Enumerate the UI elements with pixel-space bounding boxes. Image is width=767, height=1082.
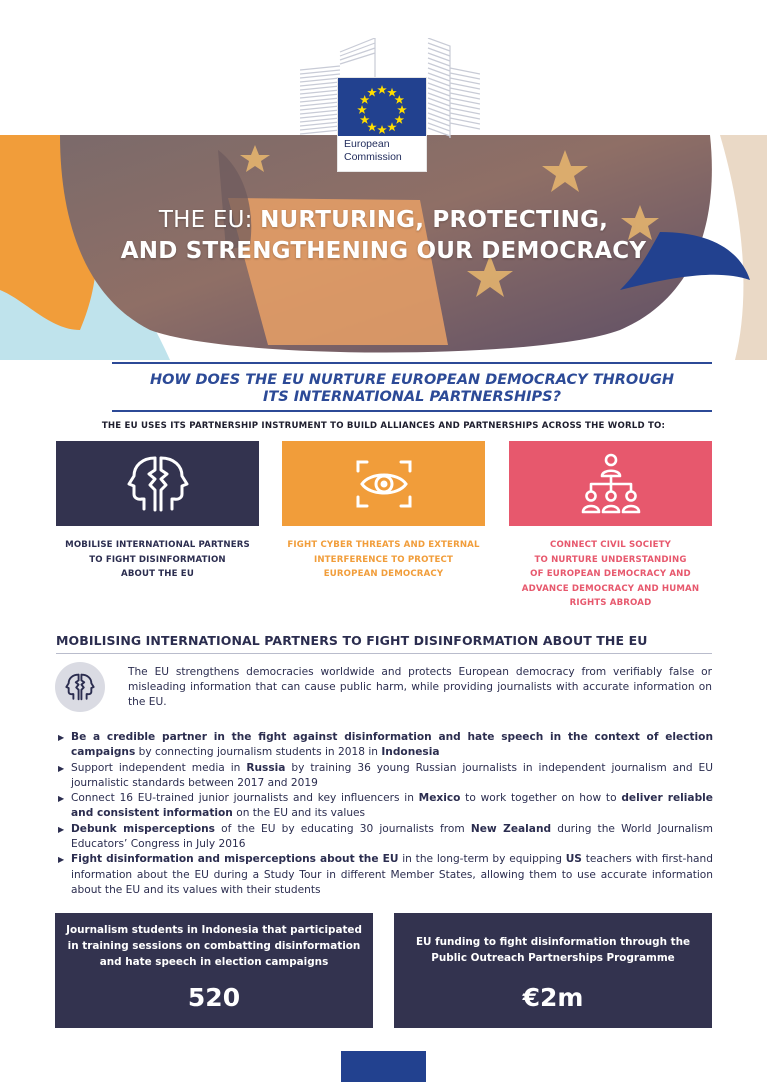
- mobilising-bullet-list: [58, 730, 713, 898]
- bullet-item: [58, 822, 713, 853]
- stat-indonesia-students: [55, 913, 373, 1028]
- european-commission-logo: [338, 78, 426, 171]
- bullet-bold-text: Indonesia: [381, 746, 440, 759]
- stat-value: €2m: [522, 983, 584, 1012]
- question-top-rule: [112, 362, 712, 364]
- mobilising-rule: [56, 653, 712, 654]
- bullet-item: [58, 791, 713, 822]
- bullet-text: by training 36 young Russian journalists in independent journalism and EU journalistic standards between 2017 and 2019: [71, 761, 713, 789]
- stat-eu-funding: [394, 913, 712, 1028]
- title-line2: AND STRENGTHENING OUR DEMOCRACY: [120, 238, 647, 264]
- question-bottom-rule: [112, 410, 712, 412]
- bullet-text: of the EU by educating 30 journalists from: [215, 822, 471, 835]
- bullet-text: Connect 16 EU-trained junior journalists and key influencers in: [71, 792, 419, 805]
- bullet-arrow-icon: ▶: [58, 794, 65, 804]
- bullet-item: [58, 852, 713, 898]
- logo-text-line2: Commission: [344, 151, 402, 163]
- caption-line: OF EUROPEAN DEMOCRACY AND: [530, 569, 691, 579]
- footer-tab: [341, 1051, 426, 1082]
- hero-banner: [0, 0, 767, 360]
- bullet-text: during the World Journalism Educators’ Congress in July 2016: [71, 822, 714, 851]
- caption-line: MOBILISE INTERNATIONAL PARTNERS: [65, 540, 250, 550]
- caption-line: EUROPEAN DEMOCRACY: [323, 569, 444, 579]
- bullet-item: [58, 761, 713, 792]
- logo-wordmark: [344, 138, 402, 164]
- bullet-bold-text: Mexico: [418, 792, 461, 805]
- two-heads-icon: [122, 454, 194, 514]
- eye-icon: [354, 458, 414, 510]
- bullet-text: in the long-term by equipping: [398, 853, 566, 866]
- pillar-civil-society-caption: [509, 538, 712, 611]
- bullet-bold-text: Russia: [246, 761, 286, 774]
- caption-line: TO FIGHT DISINFORMATION: [89, 554, 226, 565]
- bullet-bold-text: Fight disinformation and misperceptions about the EU: [71, 853, 399, 866]
- network-people-icon: [579, 452, 643, 516]
- bullet-bold-text: US: [565, 853, 582, 866]
- stat-label: EU funding to fight disinformation through the Public Outreach Partnerships Programme: [415, 936, 691, 964]
- stat-value: 520: [187, 983, 241, 1012]
- mobilising-heading: MOBILISING INTERNATIONAL PARTNERS TO FIGHT DISINFORMATION ABOUT THE EU: [56, 633, 648, 648]
- question-line2: ITS INTERNATIONAL PARTNERSHIPS?: [262, 389, 562, 405]
- caption-line: ABOUT THE EU: [121, 569, 194, 579]
- caption-line: RIGHTS ABROAD: [569, 598, 652, 608]
- bullet-text: to work together on how to: [460, 792, 622, 805]
- stat-label: Journalism students in Indonesia that participated in training sessions on combatting disinformation and hate speech in election campaigns: [66, 924, 362, 968]
- bullet-bold-text: New Zealand: [470, 822, 552, 835]
- bullet-arrow-icon: ▶: [58, 824, 65, 834]
- pillar-cyber-box: [282, 441, 485, 526]
- question-line1: HOW DOES THE EU NURTURE EUROPEAN DEMOCRACY THROUGH: [149, 372, 675, 388]
- caption-line: CONNECT CIVIL SOCIETY: [550, 540, 671, 550]
- bullet-bold-text: Be a credible partner in the fight against disinformation and hate speech in the context of election campaigns: [71, 731, 713, 759]
- bullet-bold-text: Debunk misperceptions: [71, 822, 215, 835]
- bullet-item: [58, 730, 713, 761]
- caption-line: INTERFERENCE TO PROTECT: [313, 554, 454, 565]
- bullet-text: by connecting journalism students in 2018 in: [135, 746, 382, 759]
- pillar-disinformation-box: [56, 441, 259, 526]
- pillar-cyber-caption: [282, 538, 485, 582]
- page-title: [0, 205, 767, 267]
- bullet-text: Support independent media in: [71, 761, 247, 774]
- bullet-arrow-icon: ▶: [58, 733, 65, 742]
- intro-text: THE EU USES ITS PARTNERSHIP INSTRUMENT TO BUILD ALLIANCES AND PARTNERSHIPS ACROSS THE WORLD TO:: [101, 421, 666, 431]
- caption-line: ADVANCE DEMOCRACY AND HUMAN: [521, 583, 700, 594]
- title-prefix: THE EU:: [158, 207, 261, 233]
- bullet-text: teachers with first-hand information about the EU during a Study Tour in different Member States, allowing them to use accurate information about the EU and its values with their students: [71, 853, 713, 896]
- caption-line: FIGHT CYBER THREATS AND EXTERNAL: [287, 540, 480, 550]
- mobilising-paragraph: The EU strengthens democracies worldwide and protects European democracy from verifiably false or misleading information that can cause public harm, while providing journalists with accurate information on the EU.: [128, 666, 712, 709]
- title-line1: NURTURING, PROTECTING,: [260, 207, 609, 233]
- eu-flag-icon: [338, 78, 426, 136]
- bullet-arrow-icon: ▶: [58, 855, 65, 865]
- caption-line: TO NURTURE UNDERSTANDING: [534, 554, 687, 565]
- bullet-text: on the EU and its values: [232, 807, 366, 820]
- pillar-civil-society-box: [509, 441, 712, 526]
- bullet-arrow-icon: ▶: [58, 763, 65, 773]
- logo-text-line1: European: [344, 138, 390, 150]
- two-heads-circle-icon: [55, 662, 105, 712]
- bullet-bold-text: deliver reliable and consistent information: [71, 792, 713, 820]
- pillar-disinformation-caption: [56, 538, 259, 582]
- section-question: [112, 372, 712, 406]
